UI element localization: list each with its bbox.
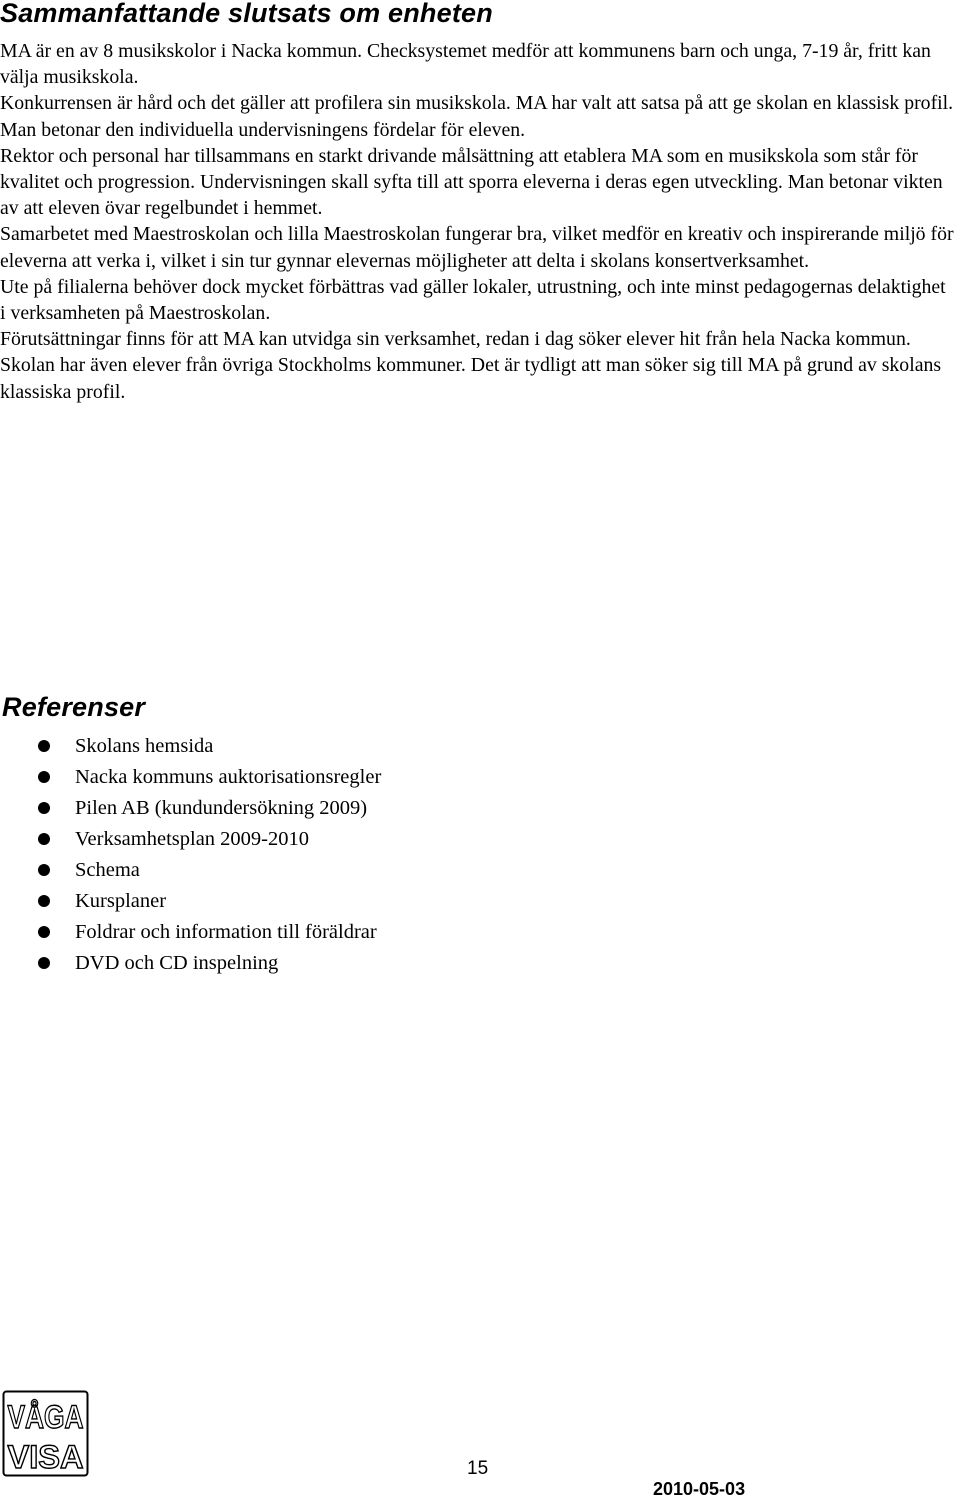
list-item-label: DVD och CD inspelning <box>75 952 279 974</box>
vaga-visa-logo <box>2 1390 89 1477</box>
logo-text-line-1: VÅGA <box>7 1399 84 1435</box>
bullet-icon <box>38 957 50 969</box>
list-item <box>0 886 381 917</box>
footer-date: 2010-05-03 <box>653 1479 746 1499</box>
page-number: 15 <box>467 1458 489 1479</box>
summary-body <box>0 38 956 405</box>
list-item <box>0 948 381 979</box>
bullet-icon <box>38 833 50 845</box>
logo-text-line-2: VISA <box>7 1439 84 1475</box>
list-item-label: Foldrar och information till föräldrar <box>75 921 377 943</box>
list-item <box>0 855 381 886</box>
summary-paragraph: Ute på filialerna behöver dock mycket förbättras vad gäller lokaler, utrustning, och inte minst pedagogernas delaktighet i verksamheten på Maestroskolan. <box>0 275 946 325</box>
list-item-label: Nacka kommuns auktorisationsregler <box>75 766 382 788</box>
list-item-label: Schema <box>75 859 140 881</box>
list-item <box>0 793 381 824</box>
list-item <box>0 824 381 855</box>
bullet-icon <box>38 895 50 907</box>
list-item <box>0 762 381 793</box>
references-heading: Referenser <box>2 692 146 722</box>
list-item-label: Verksamhetsplan 2009-2010 <box>75 828 309 850</box>
bullet-icon <box>38 771 50 783</box>
summary-paragraph: Konkurrensen är hård och det gäller att profilera sin musikskola. MA har valt att satsa på att ge skolan en klassisk profil. Man betonar den individuella undervisningens fördelar för eleven. <box>0 92 954 141</box>
list-item <box>0 731 381 762</box>
summary-paragraph: Förutsättningar finns för att MA kan utvidga sin verksamhet, redan i dag söker elever hit från hela Nacka kommun. Skolan har även elever från övriga Stockholms kommuner. Det är tydligt att man söker sig till MA på grund av skolans klassiska profil. <box>0 328 942 403</box>
bullet-icon <box>38 864 50 876</box>
references-list <box>0 731 381 979</box>
summary-heading: Sammanfattande slutsats om enheten <box>0 0 493 28</box>
summary-paragraph: MA är en av 8 musikskolor i Nacka kommun. Checksystemet medför att kommunens barn och unga, 7-19 år, fritt kan välja musikskola. <box>0 40 931 89</box>
bullet-icon <box>38 926 50 938</box>
summary-paragraph: Samarbetet med Maestroskolan och lilla Maestroskolan fungerar bra, vilket medför en kreativ och inspirerande miljö för eleverna att verka i, vilket i sin tur gynnar elevernas möjligheter att delta i skolans konsertverksamhet. <box>0 223 954 272</box>
list-item <box>0 917 381 948</box>
bullet-icon <box>38 802 50 814</box>
list-item-label: Skolans hemsida <box>75 735 214 757</box>
list-item-label: Pilen AB (kundundersökning 2009) <box>75 797 368 819</box>
bullet-icon <box>38 740 50 752</box>
list-item-label: Kursplaner <box>75 890 167 912</box>
summary-paragraph: Rektor och personal har tillsammans en starkt drivande målsättning att etablera MA som en musikskola som står för kvalitet och progression. Undervisningen skall syfta till att sporra eleverna i deras egen utveckling. Man betonar vikten av att eleven övar regelbundet i hemmet. <box>0 144 943 220</box>
